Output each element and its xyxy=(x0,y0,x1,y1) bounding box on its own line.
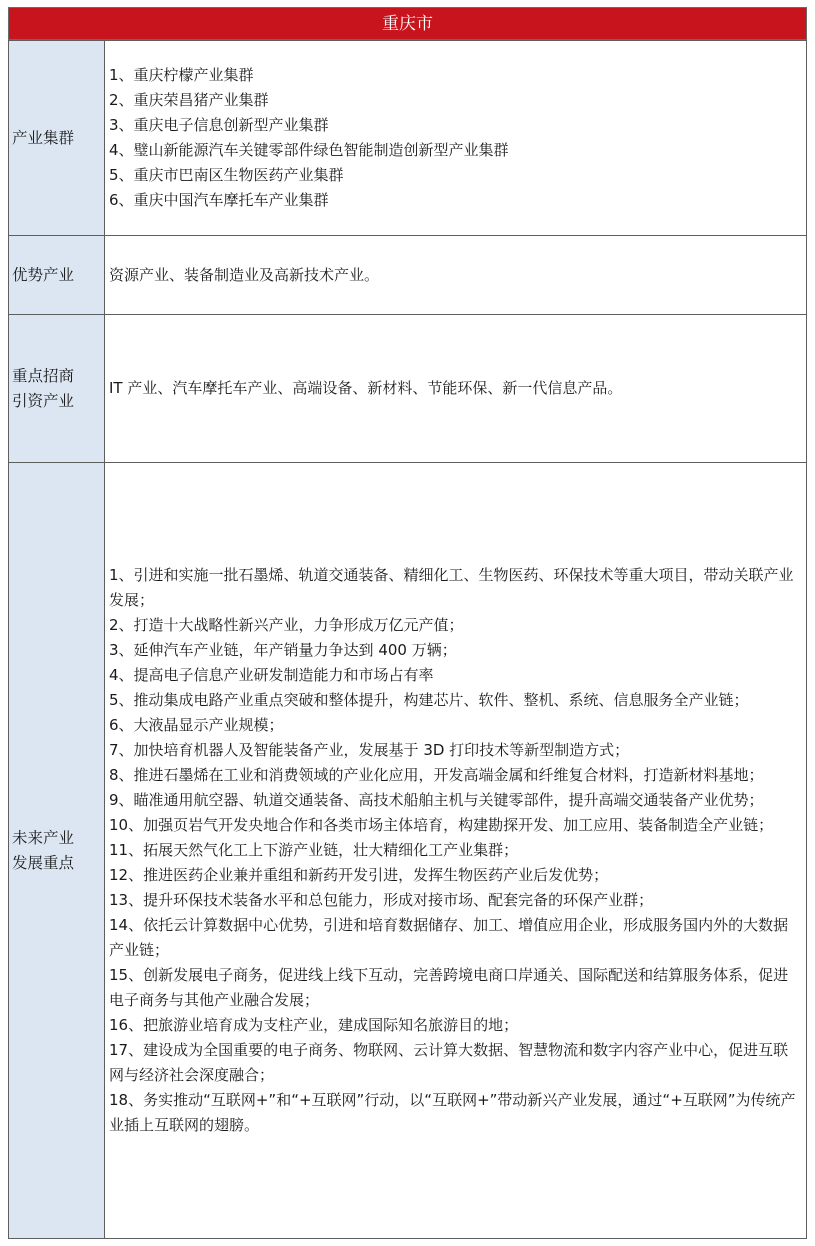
table-row-future-development-focus xyxy=(9,463,807,1239)
list-item: 4、提高电子信息产业研发制造能力和市场占有率 xyxy=(109,666,434,684)
list-item: 1、引进和实施一批石墨烯、轨道交通装备、精细化工、生物医药、环保技术等重大项目，带动关联产业发展； xyxy=(109,566,794,609)
list-item: 11、拓展天然气化工上下游产业链，壮大精细化工产业集群； xyxy=(109,841,519,859)
list-item: 13、提升环保技术装备水平和总包能力，形成对接市场、配套完备的环保产业群； xyxy=(109,891,654,909)
list-item: 9、瞄准通用航空器、轨道交通装备、高技术船舶主机与关键零部件，提升高端交通装备产业优势； xyxy=(109,791,764,809)
list-item: 4、璧山新能源汽车关键零部件绿色智能制造创新型产业集群 xyxy=(109,141,509,159)
row-label-line: 未来产业 xyxy=(12,828,75,847)
row-content xyxy=(105,315,807,463)
row-content xyxy=(105,41,807,236)
list-item: 10、加强页岩气开发央地合作和各类市场主体培育，构建勘探开发、加工应用、装备制造全产业链； xyxy=(109,816,774,834)
list-item: 3、延伸汽车产业链，年产销量力争达到 400 万辆； xyxy=(109,641,457,659)
list-item: 15、创新发展电子商务，促进线上线下互动，完善跨境电商口岸通关、国际配送和结算服务体系，促进电子商务与其他产业融合发展； xyxy=(109,966,789,1009)
industry-table xyxy=(8,40,807,1239)
list-item: 6、重庆中国汽车摩托车产业集群 xyxy=(109,191,329,209)
row-label xyxy=(9,236,105,315)
list-item: 2、打造十大战略性新兴产业，力争形成万亿元产值； xyxy=(109,616,464,634)
city-industry-table xyxy=(8,7,807,1239)
row-label-line: 优势产业 xyxy=(12,265,75,284)
row-content xyxy=(105,236,807,315)
list-item: 3、重庆电子信息创新型产业集群 xyxy=(109,116,329,134)
row-label xyxy=(9,41,105,236)
row-label xyxy=(9,315,105,463)
row-label-line: 发展重点 xyxy=(12,853,75,872)
list-item: IT 产业、汽车摩托车产业、高端设备、新材料、节能环保、新一代信息产品。 xyxy=(109,379,623,397)
table-title: 重庆市 xyxy=(8,7,807,40)
list-item: 5、重庆市巴南区生物医药产业集群 xyxy=(109,166,344,184)
row-label-line: 引资产业 xyxy=(12,391,75,410)
list-item: 17、建设成为全国重要的电子商务、物联网、云计算大数据、智慧物流和数字内容产业中心，促进互联网与经济社会深度融合； xyxy=(109,1041,789,1084)
row-label xyxy=(9,463,105,1239)
row-label-line: 产业集群 xyxy=(12,128,75,147)
list-item: 7、加快培育机器人及智能装备产业，发展基于 3D 打印技术等新型制造方式； xyxy=(109,741,630,759)
row-label-line: 重点招商 xyxy=(12,366,75,385)
list-item: 1、重庆柠檬产业集群 xyxy=(109,66,254,84)
list-item: 5、推动集成电路产业重点突破和整体提升，构建芯片、软件、整机、系统、信息服务全产业链； xyxy=(109,691,749,709)
row-content xyxy=(105,463,807,1239)
list-item: 18、务实推动“互联网+”和“+互联网”行动，以“互联网+”带动新兴产业发展，通过“+互联网”为传统产业插上互联网的翅膀。 xyxy=(109,1091,796,1134)
table-row-key-investment-industries xyxy=(9,315,807,463)
table-row-advantage-industries xyxy=(9,236,807,315)
list-item: 16、把旅游业培育成为支柱产业，建成国际知名旅游目的地； xyxy=(109,1016,519,1034)
list-item: 14、依托云计算数据中心优势，引进和培育数据储存、加工、增值应用企业，形成服务国内外的大数据产业链； xyxy=(109,916,789,959)
list-item: 资源产业、装备制造业及高新技术产业。 xyxy=(109,265,380,284)
list-item: 8、推进石墨烯在工业和消费领域的产业化应用，开发高端金属和纤维复合材料，打造新材料基地； xyxy=(109,766,764,784)
table-row-industry-clusters xyxy=(9,41,807,236)
list-item: 2、重庆荣昌猪产业集群 xyxy=(109,91,269,109)
list-item: 12、推进医药企业兼并重组和新药开发引进，发挥生物医药产业后发优势； xyxy=(109,866,609,884)
list-item: 6、大液晶显示产业规模； xyxy=(109,716,284,734)
